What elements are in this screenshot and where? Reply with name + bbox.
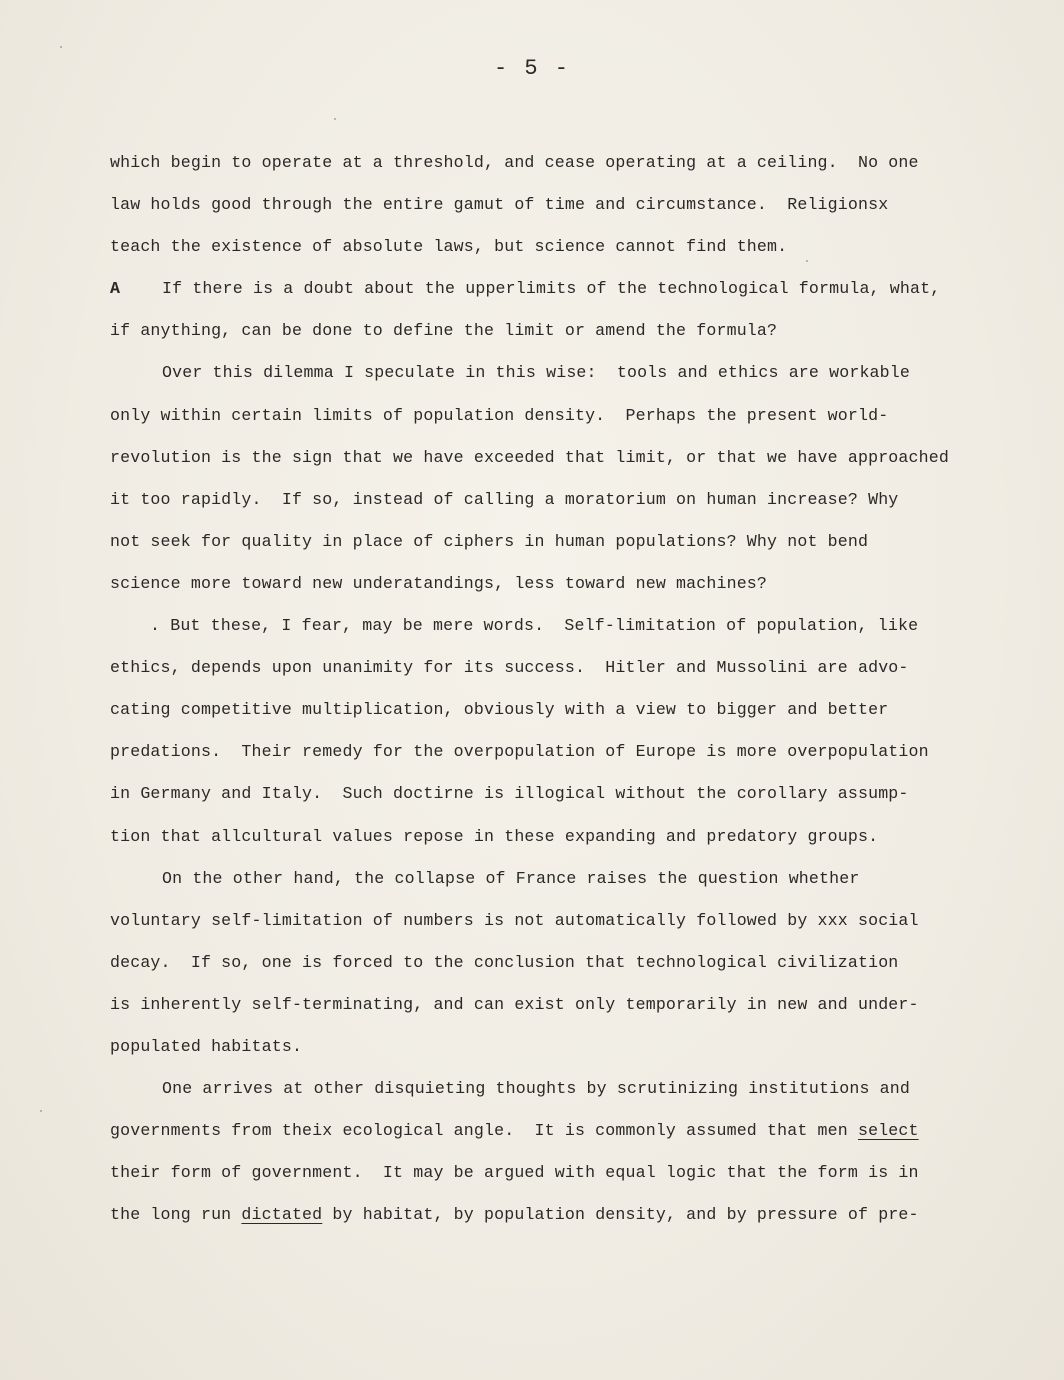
text-line: [110, 858, 1000, 900]
text-line: science more toward new underatandings, less toward new machines?: [110, 573, 768, 593]
text-line: [110, 268, 1000, 310]
text-line-content: One arrives at other disquieting thoughts by scrutinizing institutions and: [162, 1079, 910, 1099]
text-line-content: governments from theix ecological angle. It is commonly assumed that men: [110, 1121, 858, 1141]
underlined-word: select: [857, 1121, 919, 1141]
text-line: [110, 352, 1000, 394]
text-line-content: the long run: [110, 1205, 242, 1225]
paper-speck: [60, 46, 62, 48]
text-line: is inherently self-terminating, and can exist only temporarily in new and under-: [110, 994, 919, 1014]
text-line: revolution is the sign that we have exceeded that limit, or that we have approached: [110, 447, 949, 467]
text-line: decay. If so, one is forced to the conclusion that technological civilization: [110, 952, 899, 972]
underlined-word: dictated: [241, 1205, 323, 1225]
text-line: predations. Their remedy for the overpopulation of Europe is more overpopulation: [110, 742, 929, 762]
text-line: [110, 1194, 1000, 1236]
typed-body-text: [110, 142, 1000, 1236]
paper-speck: [806, 260, 808, 262]
text-line: [110, 1110, 1000, 1152]
text-line: [110, 605, 1000, 647]
text-line-content: . But these, I fear, may be mere words. Self-limitation of population, like: [150, 616, 919, 636]
text-line-content: On the other hand, the collapse of France raises the question whether: [162, 868, 860, 888]
text-line: if anything, can be done to define the limit or amend the formula?: [110, 321, 778, 341]
text-line-content: If there is a doubt about the upperlimits of the technological formula, what,: [162, 279, 941, 299]
text-line: teach the existence of absolute laws, but science cannot find them.: [110, 237, 788, 257]
text-line: tion that allcultural values repose in these expanding and predatory groups.: [110, 826, 879, 846]
text-line: cating competitive multiplication, obviously with a view to bigger and better: [110, 700, 889, 720]
text-line-content: Over this dilemma I speculate in this wise: tools and ethics are workable: [162, 363, 910, 383]
text-line: voluntary self-limitation of numbers is not automatically followed by xxx social: [110, 910, 919, 930]
text-line: which begin to operate at a threshold, and cease operating at a ceiling. No one: [110, 153, 919, 172]
text-line: in Germany and Italy. Such doctirne is illogical without the corollary assump-: [110, 784, 909, 804]
paper-speck: [334, 118, 336, 120]
text-line: only within certain limits of population density. Perhaps the present world-: [110, 405, 889, 425]
text-line: their form of government. It may be argued with equal logic that the form is in: [110, 1163, 919, 1183]
paragraph-marker: A: [110, 279, 121, 299]
text-line-content: by habitat, by population density, and by pressure of pre-: [322, 1205, 919, 1225]
text-line: ethics, depends upon unanimity for its success. Hitler and Mussolini are advo-: [110, 658, 909, 678]
paper-speck: [40, 1110, 42, 1112]
text-line: law holds good through the entire gamut of time and circumstance. Religionsx: [110, 195, 889, 215]
text-line: not seek for quality in place of ciphers in human populations? Why not bend: [110, 531, 869, 551]
text-line: it too rapidly. If so, instead of calling a moratorium on human increase? Why: [110, 489, 899, 509]
text-line: [110, 1068, 1000, 1110]
text-line: populated habitats.: [110, 1036, 303, 1056]
page-number: - 5 -: [493, 56, 570, 81]
